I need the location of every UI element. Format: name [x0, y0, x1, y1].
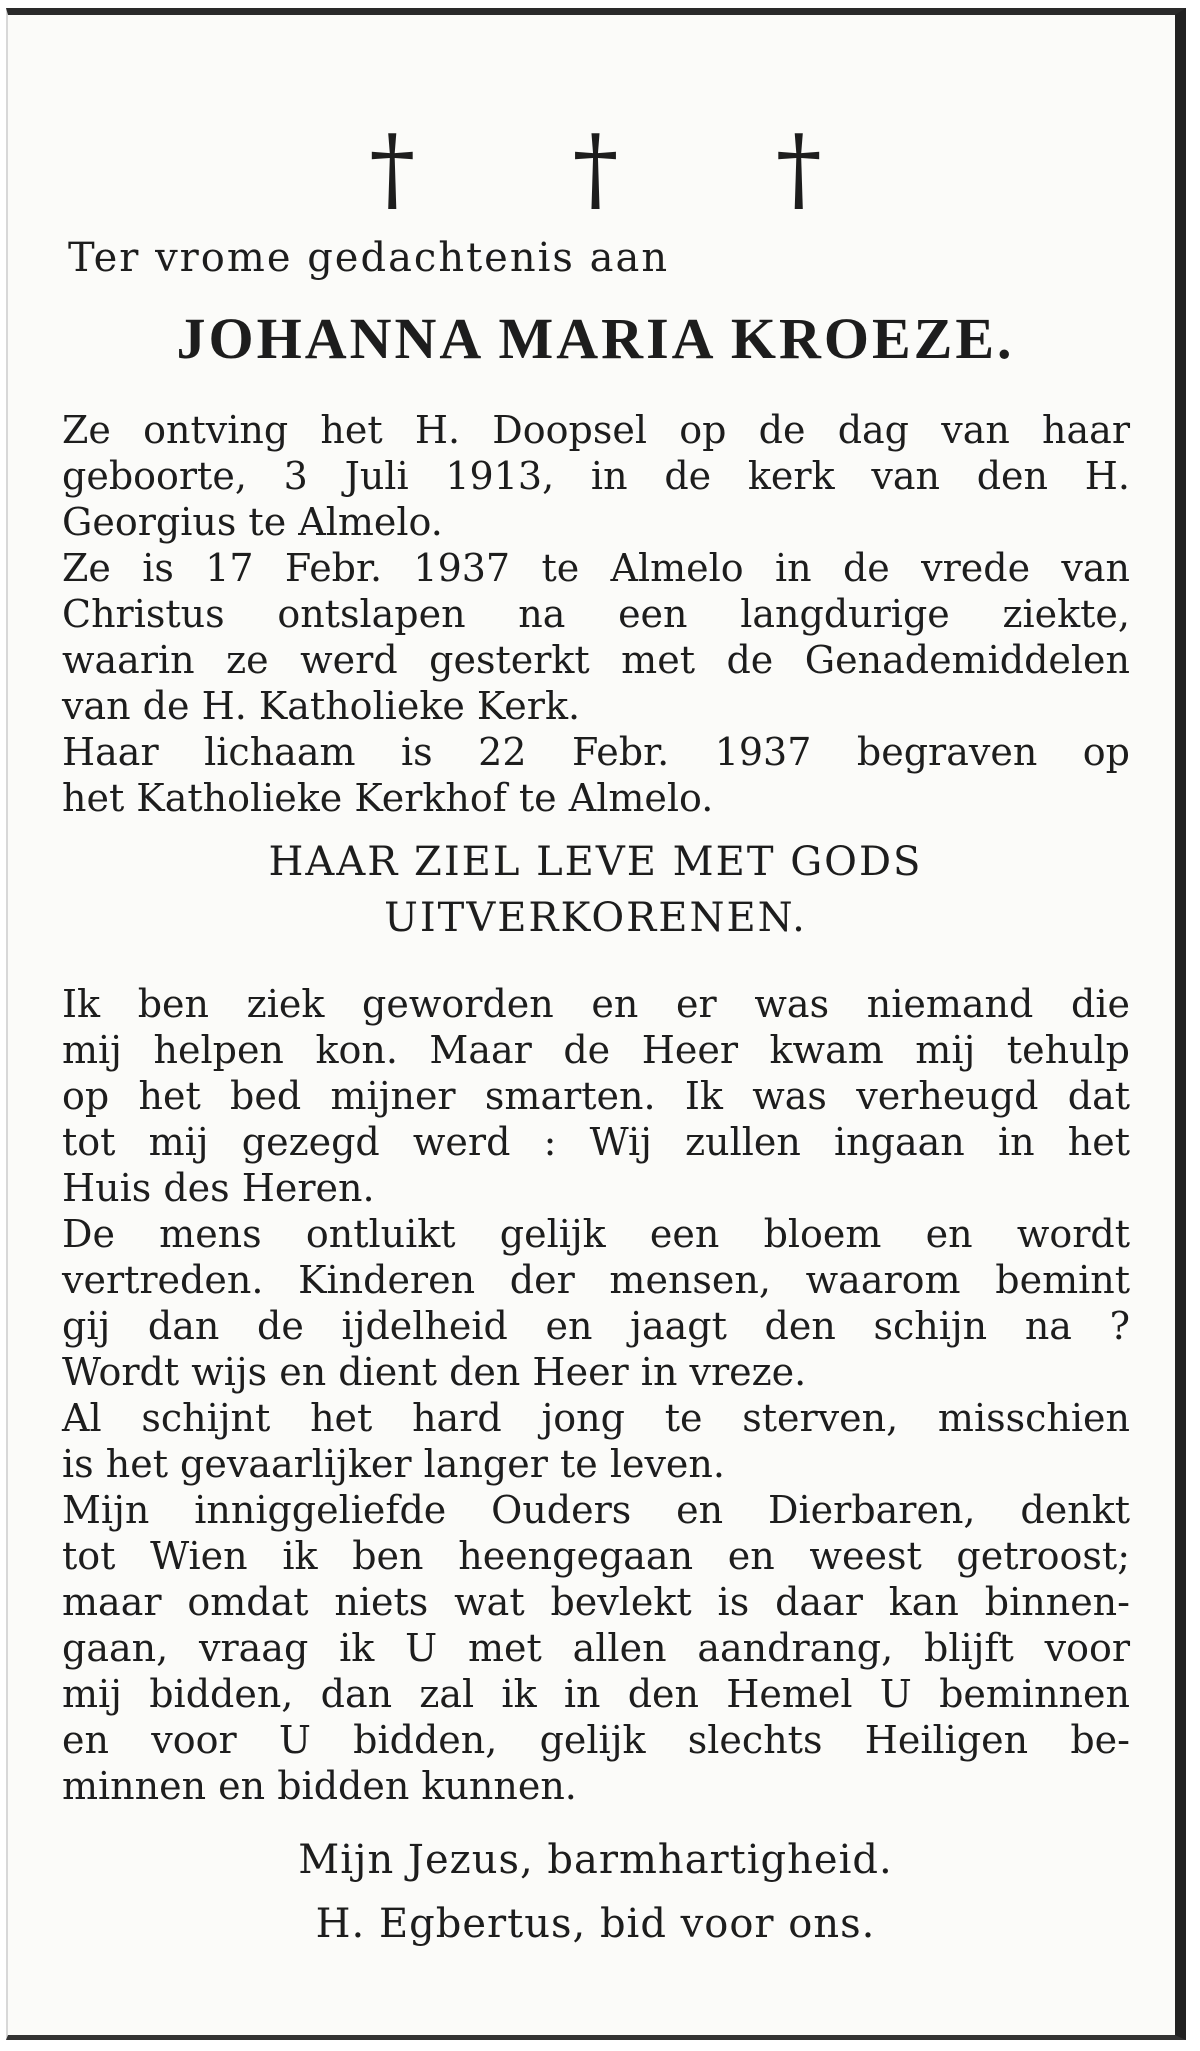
- prayer-line: mij bidden, dan zal ik in den Hemel U beminnen: [62, 1672, 1130, 1716]
- closing-line-1: Mijn Jezus, barmhartigheid.: [298, 1837, 893, 1883]
- prayer-line: minnen en bidden kunnen.: [62, 1764, 577, 1808]
- bio-line: Christus ontslapen na een langdurige ziekte,: [62, 592, 1130, 636]
- prayer-line: gaan, vraag ik U met allen aandrang, blijft voor: [62, 1626, 1130, 1670]
- bio-line: waarin ze werd gesterkt met de Genademiddelen: [62, 638, 1130, 682]
- prayer-line: maar omdat niets wat bevlekt is daar kan binnen-: [62, 1580, 1130, 1624]
- prayer-line: op het bed mijner smarten. Ik was verheugd dat: [62, 1074, 1130, 1118]
- bio-line: Ze is 17 Febr. 1937 te Almelo in de vrede van: [62, 546, 1130, 590]
- memorial-card: [6, 8, 1186, 2040]
- biography: [62, 407, 1130, 821]
- prayer-line: Mijn inniggeliefde Ouders en Dierbaren, denkt: [62, 1488, 1130, 1532]
- bio-line: het Katholieke Kerkhof te Almelo.: [62, 776, 714, 820]
- prayer-line: Al schijnt het hard jong te sterven, misschien: [62, 1396, 1130, 1440]
- prayer-line: tot Wien ik ben heengegaan en weest getroost;: [62, 1534, 1130, 1578]
- bio-line: geboorte, 3 Juli 1913, in de kerk van den H.: [62, 454, 1130, 498]
- motto-line-2: UITVERKORENEN.: [384, 895, 807, 941]
- prayer-line: is het gevaarlijker langer te leven.: [62, 1442, 725, 1486]
- deceased-name: JOHANNA MARIA KROEZE.: [176, 306, 1015, 371]
- bio-line: Georgius te Almelo.: [62, 500, 443, 544]
- prayer-line: Wordt wijs en dient den Heer in vreze.: [62, 1350, 807, 1394]
- motto-line-1: HAAR ZIEL LEVE MET GODS: [268, 839, 923, 885]
- prayer-line: Huis des Heren.: [62, 1166, 375, 1210]
- bio-line: Haar lichaam is 22 Febr. 1937 begraven op: [62, 730, 1130, 774]
- intro-text: Ter vrome gedachtenis aan: [68, 235, 670, 281]
- closing-line-2: H. Egbertus, bid voor ons.: [315, 1901, 876, 1947]
- prayer-text: [62, 981, 1130, 1809]
- prayer-line: mij helpen kon. Maar de Heer kwam mij tehulp: [62, 1028, 1130, 1072]
- prayer-line: vertreden. Kinderen der mensen, waarom bemint: [62, 1258, 1130, 1302]
- prayer-line: en voor U bidden, gelijk slechts Heiligen be-: [62, 1718, 1130, 1762]
- prayer-line: De mens ontluikt gelijk een bloem en wordt: [62, 1212, 1130, 1256]
- crosses-icon: † † †: [369, 115, 886, 222]
- bio-line: Ze ontving het H. Doopsel op de dag van haar: [62, 408, 1130, 452]
- prayer-line: gij dan de ijdelheid en jaagt den schijn na ?: [62, 1304, 1130, 1348]
- prayer-line: Ik ben ziek geworden en er was niemand die: [62, 982, 1130, 1026]
- bio-line: van de H. Katholieke Kerk.: [62, 684, 581, 728]
- prayer-line: tot mij gezegd werd : Wij zullen ingaan in het: [62, 1120, 1130, 1164]
